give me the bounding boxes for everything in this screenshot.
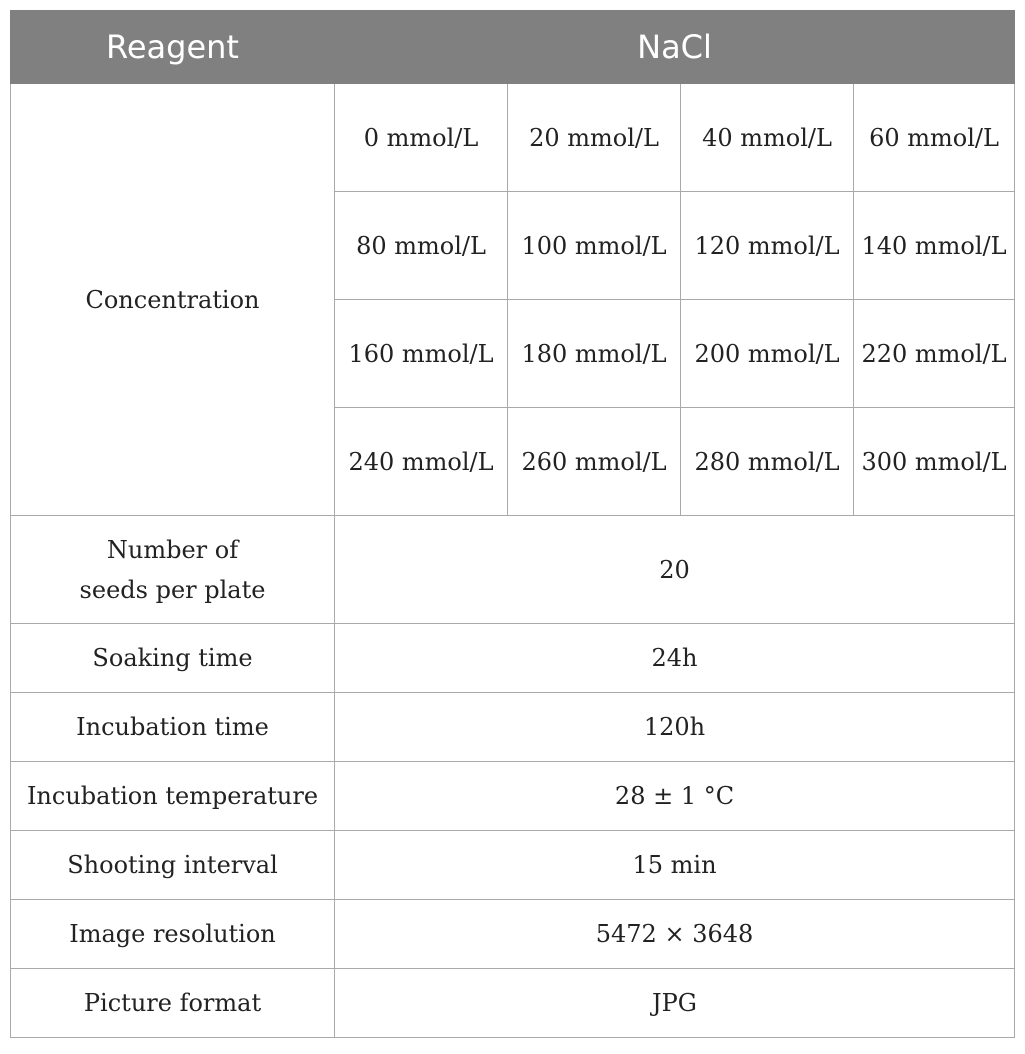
concentration-cell: 80 mmol/L (335, 192, 508, 300)
seeds-row (11, 516, 1015, 624)
param-label: Soaking time (11, 624, 335, 693)
concentration-cell: 240 mmol/L (335, 408, 508, 516)
param-value: 5472 × 3648 (335, 900, 1015, 969)
param-label: Incubation temperature (11, 762, 335, 831)
concentration-cell: 0 mmol/L (335, 84, 508, 192)
param-value: 28 ± 1 °C (335, 762, 1015, 831)
concentration-cell: 260 mmol/L (508, 408, 681, 516)
param-label: Incubation time (11, 693, 335, 762)
param-row (11, 969, 1015, 1038)
concentration-cell: 200 mmol/L (681, 300, 854, 408)
param-row (11, 762, 1015, 831)
reagent-value-header: NaCl (335, 11, 1015, 84)
header-row (11, 11, 1015, 84)
concentration-cell: 100 mmol/L (508, 192, 681, 300)
concentration-cell: 220 mmol/L (854, 300, 1015, 408)
param-value: 120h (335, 693, 1015, 762)
concentration-cell: 140 mmol/L (854, 192, 1015, 300)
concentration-cell: 60 mmol/L (854, 84, 1015, 192)
concentration-cell: 280 mmol/L (681, 408, 854, 516)
seeds-label: Number of seeds per plate (11, 516, 335, 624)
seeds-value: 20 (335, 516, 1015, 624)
param-label: Image resolution (11, 900, 335, 969)
concentration-cell: 160 mmol/L (335, 300, 508, 408)
param-value: 15 min (335, 831, 1015, 900)
param-label: Shooting interval (11, 831, 335, 900)
concentration-label: Concentration (11, 84, 335, 516)
param-label: Picture format (11, 969, 335, 1038)
param-row (11, 693, 1015, 762)
reagent-header: Reagent (11, 11, 335, 84)
concentration-cell: 300 mmol/L (854, 408, 1015, 516)
concentration-cell: 40 mmol/L (681, 84, 854, 192)
param-row (11, 624, 1015, 693)
experiment-parameters-table (10, 10, 1015, 1038)
param-row (11, 900, 1015, 969)
concentration-cell: 20 mmol/L (508, 84, 681, 192)
concentration-cell: 180 mmol/L (508, 300, 681, 408)
param-row (11, 831, 1015, 900)
concentration-cell: 120 mmol/L (681, 192, 854, 300)
param-value: JPG (335, 969, 1015, 1038)
concentration-row (11, 84, 1015, 192)
param-value: 24h (335, 624, 1015, 693)
